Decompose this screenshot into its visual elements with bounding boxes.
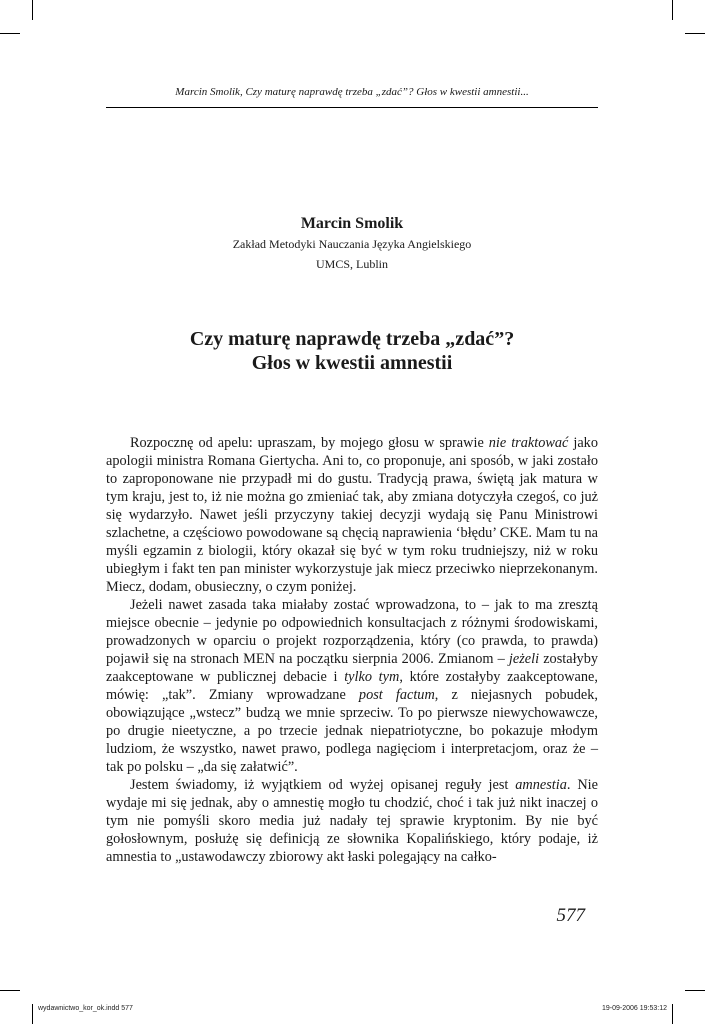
paragraph-3	[106, 776, 598, 866]
text-run: . Nie wydaje mi się jednak, aby o amnestię mogło tu chodzić, choć i tak już nikt inaczej o tym nie pomyśli skoro media już nadały tej sprawie kryptonim. By nie być gołosłownym, posłużę się definicją ze słownika Kopalińskiego, który podaje, iż amnestia to „ustawodawczy zbiorowy akt łaski polegający na całko-	[106, 777, 598, 865]
crop-mark	[685, 990, 705, 991]
crop-mark	[0, 990, 20, 991]
paragraph-2	[106, 596, 598, 776]
paragraph-1	[106, 434, 598, 596]
emphasis: post factum	[358, 687, 435, 703]
crop-mark	[0, 33, 20, 34]
crop-mark	[672, 1004, 673, 1024]
running-head: Marcin Smolik, Czy maturę naprawdę trzeba „zdać”? Głos w kwestii amnestii...	[175, 86, 529, 98]
text-run: zostałyby zaakceptowane w publicznej debacie i	[106, 651, 598, 685]
article-title	[106, 327, 598, 375]
emphasis: nie traktować	[488, 435, 569, 451]
text-run: Rozpocznę od apelu: upraszam, by mojego głosu w sprawie	[130, 435, 489, 451]
title-line-1: Czy maturę naprawdę trzeba „zdać”?	[189, 328, 515, 350]
text-run: , z niejasnych pobudek, obowiązujące „wstecz” budzą we mnie sprzeciw. To po pierwsze niewychowawcze, po drugie nieetyczne, a po trzecie jednak niepatriotyczne, bo pokazuje młodym ludziom, że wszystko, nawet prawo, podlega nagięciom i interpretacjom, oraz że – tak po polsku – „da się załatwić”.	[106, 687, 598, 775]
author-location: UMCS, Lublin	[315, 257, 388, 271]
header-rule	[106, 107, 598, 108]
text-run: , które zostałyby zaakceptowane, mówię: „tak”. Zmiany wprowadzane	[106, 669, 598, 703]
text-run: Jestem świadomy, iż wyjątkiem od wyżej opisanej reguły jest	[130, 777, 516, 793]
author-affiliation: Zakład Metodyki Nauczania Języka Angielskiego	[232, 237, 472, 251]
title-line-2: Głos w kwestii amnestii	[251, 352, 453, 374]
crop-mark	[672, 0, 673, 20]
crop-mark	[32, 0, 33, 20]
author-name: Marcin Smolik	[300, 215, 404, 232]
crop-mark	[685, 33, 705, 34]
author-block	[106, 214, 598, 274]
slug-timestamp: 19-09-2006 19:53:12	[602, 1005, 667, 1012]
slug-file: wydawnictwo_kor_ok.indd 577	[38, 1005, 133, 1012]
emphasis: jeżeli	[508, 651, 540, 667]
emphasis: amnestia	[515, 777, 567, 793]
article-body	[106, 434, 598, 866]
page-number: 577	[556, 905, 585, 926]
text-run: jako apologii ministra Romana Giertycha. Ani to, co proponuje, ani sposób, w jaki zostało to zaproponowane nie przypadł mi do gustu. Tradycją prawa, świętą jak matura w tym kraju, jest to, iż nie można go zmieniać tak, aby zmiana dotyczyła czegoś, co już się wydarzyło. Nawet jeśli przyczyny takiej decyzji wydają się Panu Ministrowi szlachetne, a częściowo powodowane są chęcią naprawienia ‘błędu’ CKE. Mam tu na myśli egzamin z biologii, który okazał się być w tym roku trudniejszy, niż w roku ubiegłym i fakt ten pan minister wykorzystuje jak miecz przeciwko nieprzekonanym. Miecz, dodam, obusieczny, o czym poniżej.	[106, 435, 598, 595]
emphasis: tylko tym	[344, 669, 400, 685]
text-run: Jeżeli nawet zasada taka miałaby zostać wprowadzona, to – jak to ma zresztą miejsce obecnie – jedynie po odpowiednich konsultacjach z różnymi środowiskami, prowadzonych w oparciu o projekt rozporządzenia, który (co prawda, to prawda) pojawił się na stronach MEN na początku sierpnia 2006. Zmianom –	[106, 597, 598, 667]
crop-mark	[32, 1004, 33, 1024]
